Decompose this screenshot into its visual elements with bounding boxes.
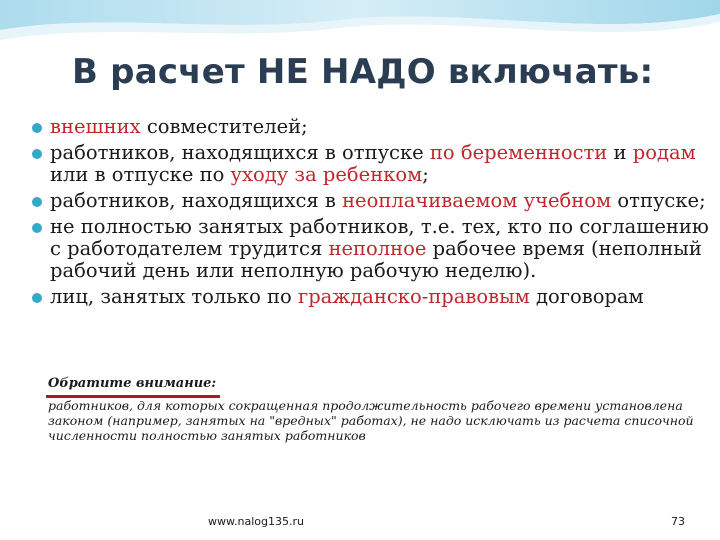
highlighted-text: по беременности: [429, 141, 608, 164]
bullet-dot-icon: [32, 149, 42, 159]
bullet-text: и: [607, 141, 633, 164]
highlighted-text: внешних: [50, 115, 141, 138]
bullet-dot-icon: [32, 197, 42, 207]
bullet-item: [30, 116, 710, 138]
decorative-wave-header: [0, 0, 720, 60]
bullet-text: договорам: [529, 285, 644, 308]
bullet-text: работников, находящихся в: [50, 189, 343, 212]
bullet-item: [30, 190, 710, 212]
bullet-text: или в отпуске по: [50, 163, 231, 186]
highlighted-text: уходу за ребенком: [230, 163, 423, 186]
highlighted-text: неполное: [328, 237, 427, 260]
bullet-item: [30, 216, 710, 282]
bullet-text: отпуске;: [611, 189, 706, 212]
bullet-item: [30, 286, 710, 308]
bullet-item: [30, 142, 710, 186]
bullet-text: лиц, занятых только по: [50, 285, 298, 308]
bullet-text: совместителей;: [140, 115, 308, 138]
footer-url: www.nalog135.ru: [208, 515, 304, 528]
note-body: работников, для которых сокращенная продолжительность рабочего времени установлена законом (например, занятых на "вредных" работах), не надо исключать из расчета списочной численности полностью занятых работников: [48, 398, 694, 443]
bullet-dot-icon: [32, 223, 42, 233]
bullet-dot-icon: [32, 293, 42, 303]
page-number: 73: [671, 515, 685, 528]
bullet-text: работников, находящихся в отпуске: [50, 141, 430, 164]
bullet-list: [30, 116, 710, 312]
highlighted-text: неоплачиваемом учебном: [342, 189, 612, 212]
highlighted-text: гражданско-правовым: [297, 285, 530, 308]
page-title: В расчет НЕ НАДО включать:: [72, 52, 654, 92]
bullet-text: ;: [422, 163, 429, 186]
bullet-text: рабочее время (неполный рабочий день или неполную рабочую неделю).: [50, 237, 702, 282]
bullet-dot-icon: [32, 123, 42, 133]
highlighted-text: родам: [632, 141, 696, 164]
bullet-text: не полностью занятых работников, т.е. тех, кто по соглашению с работодателем трудится: [50, 215, 709, 260]
note-heading: Обратите внимание:: [48, 376, 217, 391]
